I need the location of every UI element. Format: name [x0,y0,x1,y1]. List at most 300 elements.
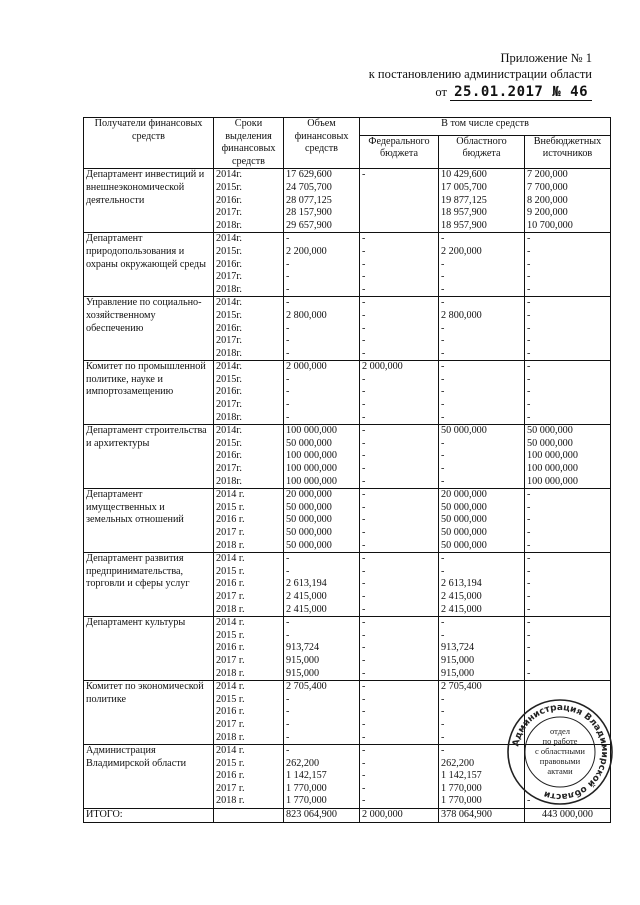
cell-extrabudget-line: - [527,603,531,615]
cell-federal-line: - [362,335,366,347]
appendix-title: Приложение № 1 [500,51,592,65]
cell-years-line: 2014г. [216,169,242,181]
cell-years-line: 2018г. [216,219,242,231]
cell-years-line: 2014г. [216,361,242,373]
cell-extrabudget-line: - [527,553,531,565]
cell-federal-line: - [362,233,366,245]
cell-regional-line: 262,200 [441,757,475,769]
cell-regional-line: - [441,693,445,705]
cell-years-line: 2016г. [216,258,242,270]
cell-volume-line: 1 142,157 [286,770,327,782]
cell-federal-line: - [362,271,366,283]
recipient-name: Комитет по промышленной политике, науке и импортозамещению [84,361,214,425]
table-row [84,489,611,553]
table-header-row [84,118,611,136]
cell-regional-line: - [441,450,445,462]
cell-regional-line: - [441,565,445,577]
header-terms: Сроки выделения финансовых средств [214,118,284,169]
cell-federal-line: - [362,322,366,334]
cell-volume-line: - [286,399,290,411]
cell-regional-line: - [441,553,445,565]
cell-federal-line: - [362,667,366,679]
cell-federal [360,297,439,361]
cell-federal-line: - [362,347,366,359]
cell-extrabudget-line: - [527,501,531,513]
cell-extrabudget-line: - [527,399,531,411]
cell-regional-line: 1 770,000 [441,795,482,807]
cell-extrabudget-line: - [527,258,531,270]
cell-federal [360,169,439,233]
cell-extrabudget-line [527,681,608,694]
cell-extrabudget-line: - [527,335,531,347]
cell-federal-line: - [362,539,366,551]
recipient-name: Управление по социально-хозяйственному обеспечению [84,297,214,361]
cell-regional-line: 2 613,194 [441,578,482,590]
cell-extrabudget-line: - [527,642,531,654]
document-header [369,50,592,100]
cell-federal-line: - [362,475,366,487]
cell-extrabudget-line: - [527,629,531,641]
cell-volume [284,553,360,617]
cell-extrabudget [525,169,611,233]
cell-years-line: 2016 г. [216,578,245,590]
cell-years-line: 2014 г. [216,489,245,501]
cell-federal-line: - [362,718,366,730]
cell-years-line: 2017г. [216,399,242,411]
cell-years-line: 2018г. [216,475,242,487]
cell-regional-line: 1 770,000 [441,782,482,794]
cell-volume [284,681,360,745]
cell-years-line: 2014 г. [216,617,245,629]
cell-extrabudget-line: - [527,271,531,283]
cell-volume-line: - [286,718,290,730]
cell-federal-line: - [362,617,366,629]
cell-regional-line: 913,724 [441,642,475,654]
cell-volume-line: - [286,283,290,295]
cell-extrabudget-line: - [527,283,531,295]
cell-extrabudget-line: - [527,386,531,398]
cell-years-line: 2018 г. [216,667,245,679]
cell-volume-line: 50 000,000 [286,437,332,449]
cell-federal-line: - [362,501,366,513]
cell-years-line: 2016г. [216,450,242,462]
cell-years-line: 2017 г. [216,527,245,538]
table-row [84,297,611,361]
cell-regional-line: - [441,463,445,475]
header-regional: Областного бюджета [439,135,525,169]
cell-regional-line: - [441,386,445,398]
cell-years-line: 2016 г. [216,706,245,718]
cell-years [214,361,284,425]
cell-regional-line: - [441,347,445,359]
cell-extrabudget-line: - [527,322,531,334]
cell-volume-line: 913,724 [286,642,320,654]
cell-volume-line: - [286,258,290,270]
cell-regional [439,425,525,489]
cell-federal-line: - [362,437,366,449]
cell-federal-line: - [362,450,366,462]
cell-volume-line: - [286,271,290,283]
cell-regional-line: 915,000 [441,654,475,666]
cell-years-line: 2018г. [216,283,242,295]
cell-volume [284,489,360,553]
cell-years-line: 2018г. [216,411,242,423]
cell-years-line: 2014г. [216,425,242,437]
cell-volume-line: - [286,565,290,577]
recipient-name: Комитет по экономической политике [84,681,214,745]
cell-volume-line: 29 657,900 [286,219,332,231]
cell-regional-line: 18 957,900 [441,219,487,231]
cell-volume [284,425,360,489]
cell-years-line: 2015г. [216,437,242,449]
cell-years-line: 2016 г. [216,642,245,654]
cell-years-line: 2017г. [216,207,242,219]
cell-years-line: 2014г. [216,297,242,309]
cell-extrabudget-line: - [527,514,531,526]
cell-regional-line: 17 005,700 [441,181,487,193]
stamp-inner-line: актами [547,766,573,776]
cell-regional-line: 50 000,000 [441,501,487,513]
cell-years-line: 2015г. [216,309,242,321]
stamp-ring-text: Администрация Владимирской области [511,702,610,802]
cell-regional [439,617,525,681]
cell-regional-line: 50 000,000 [441,527,487,538]
cell-years-line: 2014 г. [216,745,245,757]
cell-volume-line: 2 200,000 [286,245,327,257]
header-volume: Объем финансовых средств [284,118,360,169]
cell-extrabudget [525,361,611,425]
cell-volume-line: 915,000 [286,654,320,666]
cell-extrabudget [525,489,611,553]
cell-federal-line: - [362,565,366,577]
cell-volume [284,745,360,809]
cell-years-line: 2015г. [216,373,242,385]
cell-federal-line: - [362,642,366,654]
cell-regional-line: 50 000,000 [441,539,487,551]
table-row [84,617,611,681]
cell-federal-line: - [362,373,366,385]
cell-years [214,169,284,233]
cell-extrabudget-line: - [527,233,531,245]
cell-regional-line: 20 000,000 [441,489,487,501]
cell-volume-line: - [286,347,290,359]
cell-years-line: 2017 г. [216,654,245,666]
cell-federal-line: - [362,425,366,437]
header-recipients: Получатели финансовых средств [84,118,214,169]
cell-regional-line: - [441,361,445,373]
cell-volume-line: 17 629,600 [286,169,332,181]
cell-regional-line: 915,000 [441,667,475,679]
cell-volume-line: 1 770,000 [286,782,327,794]
cell-regional-line: - [441,258,445,270]
cell-regional-line: 2 800,000 [441,309,482,321]
resolution-date-line [369,84,592,100]
cell-federal-line: - [362,745,366,757]
cell-volume-line: - [286,553,290,565]
cell-federal-line: - [362,527,366,538]
total-label: ИТОГО: [84,809,214,823]
cell-years-line: 2014г. [216,233,242,245]
total-extrabudget: 443 000,000 [525,809,611,823]
cell-extrabudget-line: 7 200,000 [527,169,568,181]
cell-extrabudget-line: - [527,590,531,602]
cell-federal-line: - [362,463,366,475]
cell-regional-line: - [441,718,445,730]
cell-federal-line: - [362,629,366,641]
cell-volume-line: - [286,629,290,641]
cell-regional-line: - [441,437,445,449]
cell-volume-line: - [286,297,290,309]
cell-regional [439,553,525,617]
cell-regional-line: - [441,322,445,334]
cell-federal-line: - [362,309,366,321]
cell-volume-line: 2 415,000 [286,590,327,602]
cell-years-line: 2016г. [216,322,242,334]
cell-extrabudget [525,617,611,681]
cell-federal-line: - [362,169,366,181]
table-row [84,553,611,617]
cell-years-line: 2015 г. [216,757,245,769]
cell-federal-line: - [362,782,366,794]
cell-volume-line: 262,200 [286,757,320,769]
cell-years-line: 2016 г. [216,770,245,782]
cell-extrabudget-line: 10 700,000 [527,219,573,231]
cell-federal-line: - [362,245,366,257]
cell-extrabudget-line: - [527,489,531,501]
cell-extrabudget-line: - [527,667,531,679]
cell-regional-line: - [441,706,445,718]
cell-regional-line: - [441,745,445,757]
cell-volume-line: 50 000,000 [286,539,332,551]
cell-regional-line: - [441,731,445,743]
cell-regional [439,169,525,233]
recipient-name: Администрация Владимирской области [84,745,214,809]
header-extrabudget: Внебюджетных источников [525,135,611,169]
table-row [84,361,611,425]
cell-regional-line: 19 877,125 [441,194,487,206]
cell-years-line: 2017 г. [216,782,245,794]
total-regional: 378 064,900 [439,809,525,823]
cell-volume-line: 50 000,000 [286,514,332,526]
cell-extrabudget-line: 100 000,000 [527,463,578,475]
cell-extrabudget-line: 7 700,000 [527,181,568,193]
cell-regional-line: - [441,335,445,347]
cell-federal-line: - [362,590,366,602]
cell-years-line: 2015г. [216,245,242,257]
cell-extrabudget-line: - [527,411,531,423]
cell-federal [360,489,439,553]
cell-years [214,745,284,809]
cell-volume-line: - [286,693,290,705]
cell-volume-line: - [286,233,290,245]
cell-regional-line: 50 000,000 [441,514,487,526]
table-row [84,425,611,489]
cell-federal-line: - [362,399,366,411]
cell-federal-line: - [362,386,366,398]
cell-volume-line: 2 613,194 [286,578,327,590]
cell-federal-line: - [362,706,366,718]
recipient-name: Департамент развития предпринимательства, торговли и сферы услуг [84,553,214,617]
cell-extrabudget-line: 50 000,000 [527,437,573,449]
cell-volume-line: 50 000,000 [286,527,332,538]
cell-years-line: 2017г. [216,335,242,347]
cell-regional-line: 2 200,000 [441,245,482,257]
cell-volume-line: - [286,745,290,757]
cell-volume-line: - [286,335,290,347]
cell-regional [439,489,525,553]
table-row [84,169,611,233]
cell-federal [360,617,439,681]
cell-volume-line: 100 000,000 [286,463,337,475]
cell-regional-line: - [441,233,445,245]
cell-volume-line: 2 800,000 [286,309,327,321]
cell-federal-line [362,220,436,233]
cell-years [214,489,284,553]
cell-federal-line: 2 000,000 [362,361,403,373]
cell-extrabudget-line: - [527,297,531,309]
cell-years [214,297,284,361]
cell-years-line: 2015 г. [216,693,245,705]
cell-years-line: 2016 г. [216,514,245,526]
cell-volume [284,361,360,425]
recipient-name: Департамент инвестиций и внешнеэкономической деятельности [84,169,214,233]
cell-regional-line: 2 705,400 [441,681,482,693]
cell-extrabudget-line: - [527,578,531,590]
recipient-name: Департамент культуры [84,617,214,681]
cell-federal-line: - [362,731,366,743]
cell-volume-line: 2 705,400 [286,681,327,693]
cell-volume-line: - [286,373,290,385]
cell-federal [360,361,439,425]
cell-extrabudget-line: - [527,373,531,385]
cell-volume-line: 20 000,000 [286,489,332,501]
cell-volume-line: 1 770,000 [286,795,327,807]
cell-years-line: 2017г. [216,271,242,283]
cell-volume-line: 24 705,700 [286,181,332,193]
cell-regional-line: - [441,297,445,309]
cell-regional-line: - [441,283,445,295]
cell-years [214,553,284,617]
cell-extrabudget-line: 9 200,000 [527,207,568,219]
cell-extrabudget [525,233,611,297]
cell-federal-line: - [362,654,366,666]
table-row [84,233,611,297]
cell-years-line: 2018 г. [216,795,245,807]
cell-years-line: 2018 г. [216,539,245,551]
cell-extrabudget-line: 50 000,000 [527,425,573,437]
cell-years [214,617,284,681]
cell-extrabudget-line: - [527,347,531,359]
cell-years-line: 2016г. [216,386,242,398]
cell-regional-line: 2 415,000 [441,603,482,615]
cell-years [214,233,284,297]
cell-years-line: 2015 г. [216,565,245,577]
cell-federal-line: - [362,489,366,501]
cell-extrabudget-line: - [527,361,531,373]
cell-regional-line: - [441,373,445,385]
stamp-inner-line: отдел [549,726,571,736]
cell-extrabudget-line: - [527,565,531,577]
cell-regional [439,297,525,361]
cell-years-line: 2018 г. [216,731,245,743]
cell-regional-line: 2 415,000 [441,590,482,602]
cell-federal-line: - [362,681,366,693]
cell-regional-line: - [441,617,445,629]
cell-years-line: 2016г. [216,194,242,206]
cell-volume [284,233,360,297]
cell-extrabudget-line: - [527,245,531,257]
cell-volume-line: 2 000,000 [286,361,327,373]
cell-volume-line: - [286,411,290,423]
cell-federal [360,425,439,489]
cell-extrabudget [525,425,611,489]
cell-federal [360,233,439,297]
cell-federal-line: - [362,770,366,782]
cell-years-line: 2017г. [216,463,242,475]
cell-volume-line: - [286,731,290,743]
recipient-name: Департамент строительства и архитектуры [84,425,214,489]
cell-volume-line: - [286,322,290,334]
cell-years-line: 2014 г. [216,681,245,693]
cell-regional-line: - [441,411,445,423]
cell-federal-line: - [362,514,366,526]
cell-extrabudget [525,553,611,617]
cell-volume-line: 50 000,000 [286,501,332,513]
stamp-inner-line: по работе [542,736,578,746]
cell-years [214,681,284,745]
cell-federal [360,553,439,617]
cell-regional-line: - [441,475,445,487]
cell-years-line: 2015 г. [216,501,245,513]
cell-volume-line: - [286,386,290,398]
cell-federal-line [362,182,436,195]
resolution-line: к постановлению администрации области [368,67,592,81]
date-prefix: от [435,85,447,99]
cell-extrabudget-line: - [527,539,531,551]
cell-years-line: 2017 г. [216,590,245,602]
cell-federal-line: - [362,411,366,423]
total-terms-empty [214,809,284,823]
cell-volume [284,297,360,361]
cell-federal-line: - [362,297,366,309]
cell-federal-line: - [362,258,366,270]
cell-years-line: 2018г. [216,347,242,359]
cell-extrabudget [525,297,611,361]
cell-extrabudget-line: - [527,795,531,807]
official-stamp [506,698,614,806]
cell-extrabudget-line: 100 000,000 [527,475,578,487]
cell-years-line: 2015 г. [216,629,245,641]
cell-extrabudget-line: 100 000,000 [527,450,578,462]
cell-federal [360,681,439,745]
cell-volume-line: - [286,706,290,718]
cell-federal [360,745,439,809]
cell-volume-line: 100 000,000 [286,450,337,462]
cell-years-line: 2015г. [216,181,242,193]
total-row [84,809,611,823]
cell-volume-line: 100 000,000 [286,475,337,487]
cell-federal-line: - [362,553,366,565]
cell-federal-line [362,207,436,220]
stamp-inner-line: с областными [535,746,585,756]
cell-volume-line: 28 157,900 [286,207,332,219]
cell-regional-line: 50 000,000 [441,425,487,437]
cell-volume-line: 915,000 [286,667,320,679]
cell-federal-line [362,195,436,208]
cell-volume [284,617,360,681]
cell-regional [439,233,525,297]
cell-volume-line: 2 415,000 [286,603,327,615]
